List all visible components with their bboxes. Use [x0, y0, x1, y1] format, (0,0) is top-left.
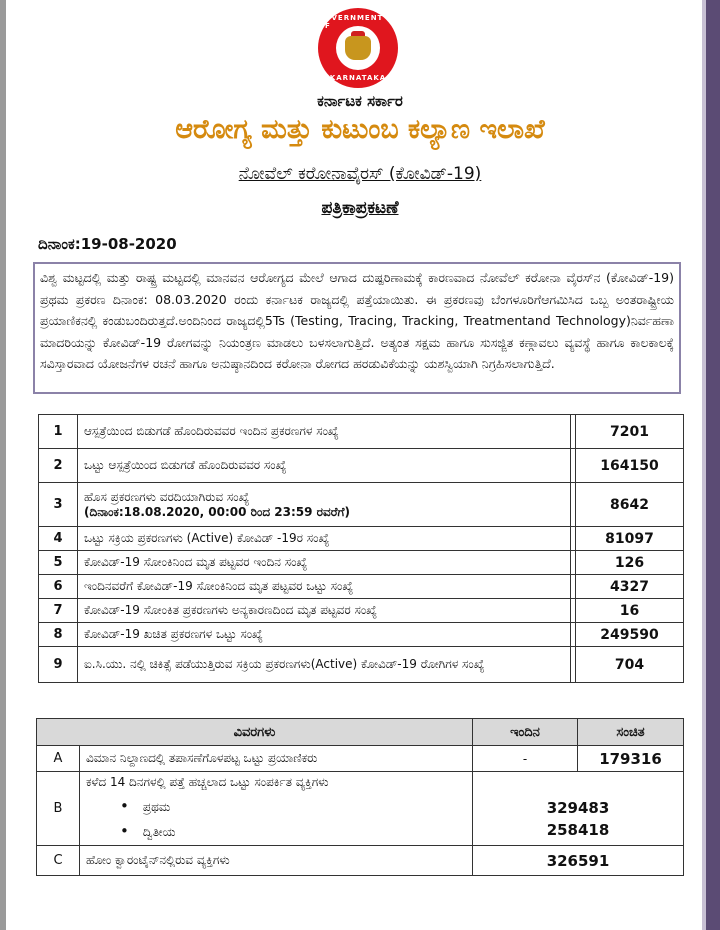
details-label-cell: [80, 772, 473, 846]
stats-row: [39, 647, 684, 683]
stats-row-label-cell: [78, 527, 571, 551]
subject-text: ನೋವೆಲ್ ಕರೋನಾವೈರಸ್ (ಕೋವಿಡ್-19): [238, 164, 482, 184]
stats-row-number: 6: [39, 575, 78, 599]
stats-row: [39, 449, 684, 483]
state-title: ಕರ್ನಾಟಕ ಸರ್ಕಾರ: [317, 92, 403, 110]
details-subitem-value: 258418: [546, 821, 610, 839]
details-code: B: [37, 772, 80, 846]
stats-row-number: 3: [39, 483, 78, 527]
stats-row-value: 249590: [576, 623, 684, 647]
subject-heading: [0, 164, 720, 184]
details-cumulative: 326591: [473, 846, 684, 876]
details-code: A: [37, 746, 80, 772]
details-row-c: [37, 846, 684, 876]
stats-row-number: 5: [39, 551, 78, 575]
details-code: C: [37, 846, 80, 876]
details-table: [36, 718, 684, 876]
stats-row-value: 81097: [576, 527, 684, 551]
stats-row-value: 704: [576, 647, 684, 683]
stats-row-label-cell: [78, 647, 571, 683]
details-row-a: [37, 746, 684, 772]
stats-row-label-cell: [78, 575, 571, 599]
stats-row: [39, 527, 684, 551]
stats-row-label: ಒಟ್ಟು ಸಕ್ರಿಯ ಪ್ರಕರಣಗಳು (Active) ಕೋವಿಡ್ -19ರ ಸಂಖ್ಯೆ: [84, 531, 330, 545]
covid-stats-table: [38, 414, 684, 683]
stats-row: [39, 599, 684, 623]
details-contacts-values: [473, 772, 684, 846]
stats-row-value: 164150: [576, 449, 684, 483]
stats-row: [39, 483, 684, 527]
government-seal-icon: [318, 8, 398, 88]
details-cumulative: 179316: [578, 746, 684, 772]
stats-row: [39, 575, 684, 599]
stats-row-label: ಕೋವಿಡ್-19 ಸೋಂಕಿತ ಪ್ರಕರಣಗಳು ಅನ್ಯಕಾರಣದಿಂದ ಮೃತ ಪಟ್ಟವರ ಸಂಖ್ಯೆ: [84, 603, 378, 617]
seal-text-bottom: KARNATAKA: [329, 74, 387, 82]
stats-row-label-cell: [78, 623, 571, 647]
stats-row-label: ಇಂದಿನವರೆಗೆ ಕೋವಿಡ್-19 ಸೋಂಕಿನಿಂದ ಮೃತ ಪಟ್ಟವರ ಒಟ್ಟು ಸಂಖ್ಯೆ: [84, 579, 354, 593]
stats-row-number: 2: [39, 449, 78, 483]
stats-row-number: 7: [39, 599, 78, 623]
details-label: ಹೋಂ ಕ್ವಾರಂಟೈನ್‌ನಲ್ಲಿರುವ ವ್ಯಕ್ತಿಗಳು: [80, 846, 473, 876]
stats-row-label-cell: [78, 449, 571, 483]
details-header-details: ವಿವರಗಳು: [37, 719, 473, 746]
details-label: ಕಳೆದ 14 ದಿನಗಳಲ್ಲಿ ಪತ್ತೆ ಹಚ್ಚಲಾದ ಒಟ್ಟು ಸಂಪರ್ಕಿತ ವ್ಯಕ್ತಿಗಳು: [86, 775, 329, 789]
stats-row-value: 126: [576, 551, 684, 575]
details-subitem-value: 329483: [546, 799, 610, 817]
stats-row-value: 8642: [576, 483, 684, 527]
stats-row: [39, 415, 684, 449]
stats-row-label-cell: [78, 599, 571, 623]
stats-row-label: ಕೋವಿಡ್-19 ಖಚಿತ ಪ್ರಕರಣಗಳ ಒಟ್ಟು ಸಂಖ್ಯೆ: [84, 627, 263, 641]
details-subitem: • ದ್ವಿತೀಯ: [86, 819, 466, 844]
stats-row-sublabel: (ದಿನಾಂಕ:18.08.2020, 00:00 ರಿಂದ 23:59 ರವರೆಗೆ): [84, 504, 350, 519]
stats-row-label: ಕೋವಿಡ್-19 ಸೋಂಕಿನಿಂದ ಮೃತ ಪಟ್ಟವರ ಇಂದಿನ ಸಂಖ್ಯೆ: [84, 555, 308, 569]
details-label: ವಿಮಾನ ನಿಲ್ದಾಣದಲ್ಲಿ ತಪಾಸಣೆಗೊಳಪಟ್ಟ ಒಟ್ಟು ಪ್ರಯಾಣಿಕರು: [80, 746, 473, 772]
details-header-today: ಇಂದಿನ: [473, 719, 578, 746]
stats-row-value: 4327: [576, 575, 684, 599]
stats-row-number: 9: [39, 647, 78, 683]
release-date: ದಿನಾಂಕ:19-08-2020: [38, 235, 177, 253]
details-today: -: [473, 746, 578, 772]
stats-row-label-cell: [78, 415, 571, 449]
stats-row: [39, 551, 684, 575]
stats-row-number: 4: [39, 527, 78, 551]
emblem-icon: [336, 26, 380, 70]
stats-row-value: 16: [576, 599, 684, 623]
stats-row-label-cell: [78, 483, 571, 527]
stats-row-number: 1: [39, 415, 78, 449]
stats-row-label: ಹೊಸ ಪ್ರಕರಣಗಳು ವರದಿಯಾಗಿರುವ ಸಂಖ್ಯೆ: [84, 489, 250, 504]
intro-paragraph: ವಿಶ್ವ ಮಟ್ಟದಲ್ಲಿ ಮತ್ತು ರಾಷ್ಟ್ರ ಮಟ್ಟದಲ್ಲಿ ಮಾನವನ ಆರೋಗ್ಯದ ಮೇಲೆ ಆಗಾದ ದುಷ್ಪರಿಣಾಮಕ್ಕೆ ಕಾರಣವಾದ ನೋವೆಲ್ ಕರೋನಾ ವೈರಸ್‌ನ (ಕೋವಿಡ್-19) ಪ್ರಥಮ ಪ್ರಕರಣ ದಿನಾಂಕ: 08.03.2020 ರಂದು ಕರ್ನಾಟಕ ರಾಜ್ಯದಲ್ಲಿ ಪತ್ತೆಯಾಯಿತು. ಈ ಪ್ರಕರಣವು ಬೆಂಗಳೂರಿಗೆಆಗಮಿಸಿದ ಒಬ್ಬ ಅಂತರಾಷ್ಟ್ರೀಯ ಪ್ರಯಾಣಿಕನಲ್ಲಿ ಕಂಡುಬಂದಿರುತ್ತದೆ.ಅಂದಿನಿಂದ ರಾಜ್ಯದಲ್ಲಿ5Ts (Testing, Tracing, Tracking, Treatmentand Technology)ನಿರ್ವಹಣಾ ಮಾದರಿಯನ್ನು ಕೋವಿಡ್-19 ರೋಗವನ್ನು ನಿಯಂತ್ರಣ ಮಾಡಲು ಬಳಸಲಾಗುತ್ತಿದೆ. ಅತ್ಯಂತ ಸಕ್ಷಮ ಹಾಗೂ ಸುಸಜ್ಜಿತ ಕಣ್ಗಾವಲು ವ್ಯವಸ್ಥೆ ಹಾಗೂ ಕಾಲಕಾಲಕ್ಕೆ ಸವಿಸ್ತಾರವಾದ ಯೋಜನೆಗಳ ರಚನೆ ಹಾಗೂ ಅನುಷ್ಠಾನದಿಂದ ಕರೋನಾ ರೋಗದ ಹರಡುವಿಕೆಯನ್ನು ಯಶಸ್ವಿಯಾಗಿ ನಿಗ್ರಹಿಸಲಾಗುತ್ತಿದೆ.: [33, 262, 681, 394]
seal-text-top: GOVERNMENT OF: [318, 14, 384, 30]
stats-row-label: ಒಟ್ಟು ಆಸ್ಪತ್ರೆಯಿಂದ ಬಿಡುಗಡೆ ಹೊಂದಿರುವವರ ಸಂಖ್ಯೆ: [84, 458, 287, 472]
stats-row-value: 7201: [576, 415, 684, 449]
stats-row-number: 8: [39, 623, 78, 647]
details-row-b: [37, 772, 684, 846]
details-header-cumulative: ಸಂಚಿತ: [578, 719, 684, 746]
stats-row-label: ಐ.ಸಿ.ಯು. ನಲ್ಲಿ ಚಿಕಿತ್ಸೆ ಪಡೆಯುತ್ತಿರುವ ಸಕ್ರಿಯ ಪ್ರಕರಣಗಳು(Active) ಕೋವಿಡ್-19 ರೋಗಿಗಳ ಸಂಖ್ಯೆ: [84, 657, 485, 671]
department-title: ಆರೋಗ್ಯ ಮತ್ತು ಕುಟುಂಬ ಕಲ್ಯಾಣ ಇಲಾಖೆ: [175, 114, 545, 145]
details-header-row: [37, 719, 684, 746]
stats-row-label: ಆಸ್ಪತ್ರೆಯಿಂದ ಬಿಡುಗಡೆ ಹೊಂದಿರುವವರ ಇಂದಿನ ಪ್ರಕರಣಗಳ ಸಂಖ್ಯೆ: [84, 424, 339, 438]
stats-row-label-cell: [78, 551, 571, 575]
stats-row: [39, 623, 684, 647]
details-subitem: • ಪ್ರಥಮ: [86, 794, 466, 819]
press-release-heading: ಪತ್ರಿಕಾಪ್ರಕಟಣೆ: [321, 198, 399, 218]
